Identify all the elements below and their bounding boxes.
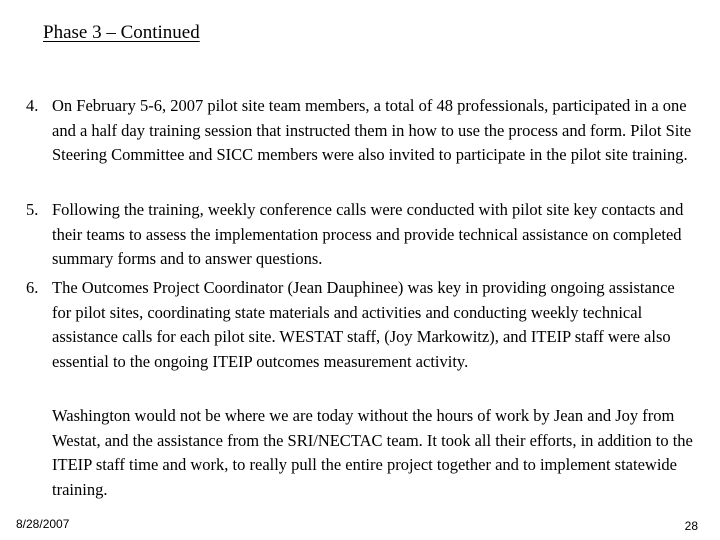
list-item-number: 5. (26, 200, 39, 219)
list-item-5 (26, 198, 694, 272)
list-item-6 (26, 276, 694, 374)
list-item-text: On February 5-6, 2007 pilot site team members, a total of 48 professionals, participated in a one and a half day training session that instructed them in how to use the process and form. Pilot Site Steering Committee and SICC members were also invited to participate in the pilot site training. (52, 96, 692, 164)
acknowledgement-paragraph: Washington would not be where we are today without the hours of work by Jean and Joy from Westat, and the assistance from the SRI/NECTAC team. It took all their efforts, in addition to the ITEIP staff time and work, to really pull the entire project together and to implement statewide training. (52, 406, 693, 499)
page-number: 28 (684, 519, 698, 533)
footer-date: 8/28/2007 (16, 517, 70, 531)
list-item-number: 6. (26, 278, 39, 297)
slide-title: Phase 3 – Continued (43, 22, 200, 43)
list-item-text: The Outcomes Project Coordinator (Jean Dauphinee) was key in providing ongoing assistance for pilot sites, coordinating state materials and activities and conducting weekly technical assistance calls for each pilot site. WESTAT staff, (Joy Markowitz), and ITEIP staff were also essential to the ongoing ITEIP outcomes measurement activity. (52, 278, 675, 371)
list-item-number: 4. (26, 96, 39, 115)
list-item-text: Following the training, weekly conference calls were conducted with pilot site key contacts and their teams to assess the implementation process and provide technical assistance on completed summary forms and to answer questions. (52, 200, 684, 268)
list-item-4 (26, 94, 694, 168)
